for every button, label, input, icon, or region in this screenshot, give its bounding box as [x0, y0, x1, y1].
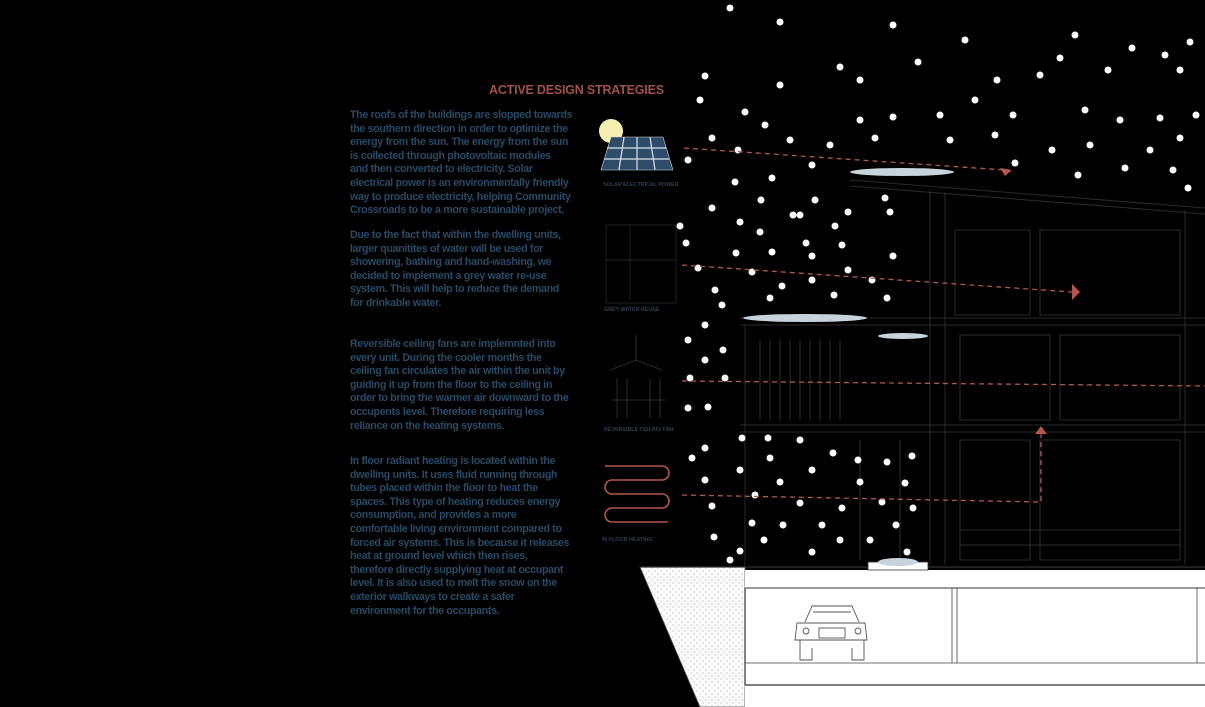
heating-arrowhead [1035, 426, 1047, 434]
grey-water-caption: GREY WATER REUSE [604, 307, 660, 313]
solar-arrowhead [1000, 168, 1012, 176]
parking-level [745, 570, 1205, 707]
ceiling-fan-description: Reversible ceiling fans are implemnted into every unit. During the cooler months the ceiling fan circulates the air within the unit by guiding it up from the floor to the ceiling in order to bring the warmer air downward to the occupents level. Therefore requiring less reliance on the heating systems. [350, 338, 569, 432]
solar-panel-icon [599, 119, 673, 170]
grey-water-arrowhead [1072, 284, 1080, 300]
solar-power-description: The roofs of the buildings are slopped towards the southern direction in order to optimize the energy from the sun. The energy from the sun is collected through photovoltaic modules and then converted to electricity. Solar electrical power is an environmentally friendly way to produce electricity, helping Community Crossroads to be a more sustainable project. [350, 109, 573, 217]
ceiling-fan-icon [610, 335, 665, 418]
grey-water-icon [606, 225, 676, 303]
ceiling-fan-caption: REVERSIBLE CEILING FAN [604, 427, 674, 433]
page-title: ACTIVE DESIGN STRATEGIES [489, 83, 664, 97]
grey-water-arrow [682, 265, 1072, 292]
snowfall [677, 5, 1200, 564]
floor-heating-caption: IN FLOOR HEATING [602, 537, 653, 543]
building-structure [740, 180, 1205, 567]
radiant-heating-coil-icon [605, 466, 669, 522]
ground-mass [640, 567, 745, 707]
heating-arrow [682, 433, 1041, 502]
grey-water-description: Due to the fact that within the dwelling units, larger quanitites of water will be used for showering, bathing and hand-washing, we decided to implement a grey water re-use system. This will help to reduce the demand for drinkable water. [350, 229, 561, 309]
floor-heating-description: In floor radiant heating is located within the dwelling units. It uses fluid running through tubes placed within the floor to heat the spaces. This type of heating reduces energy consumption, and provides a more comfortable living environment compared to forced air systems. This is because it releases heat at ground level which then rises, therefore directly supplying heat at occupant level. It is also used to melt the snow on the exterior walkways to create a safer environment for the occupants. [350, 455, 570, 617]
solar-power-caption: SOLAR ELECTRICAL POWER [603, 182, 679, 188]
solar-arrow [684, 148, 1005, 170]
